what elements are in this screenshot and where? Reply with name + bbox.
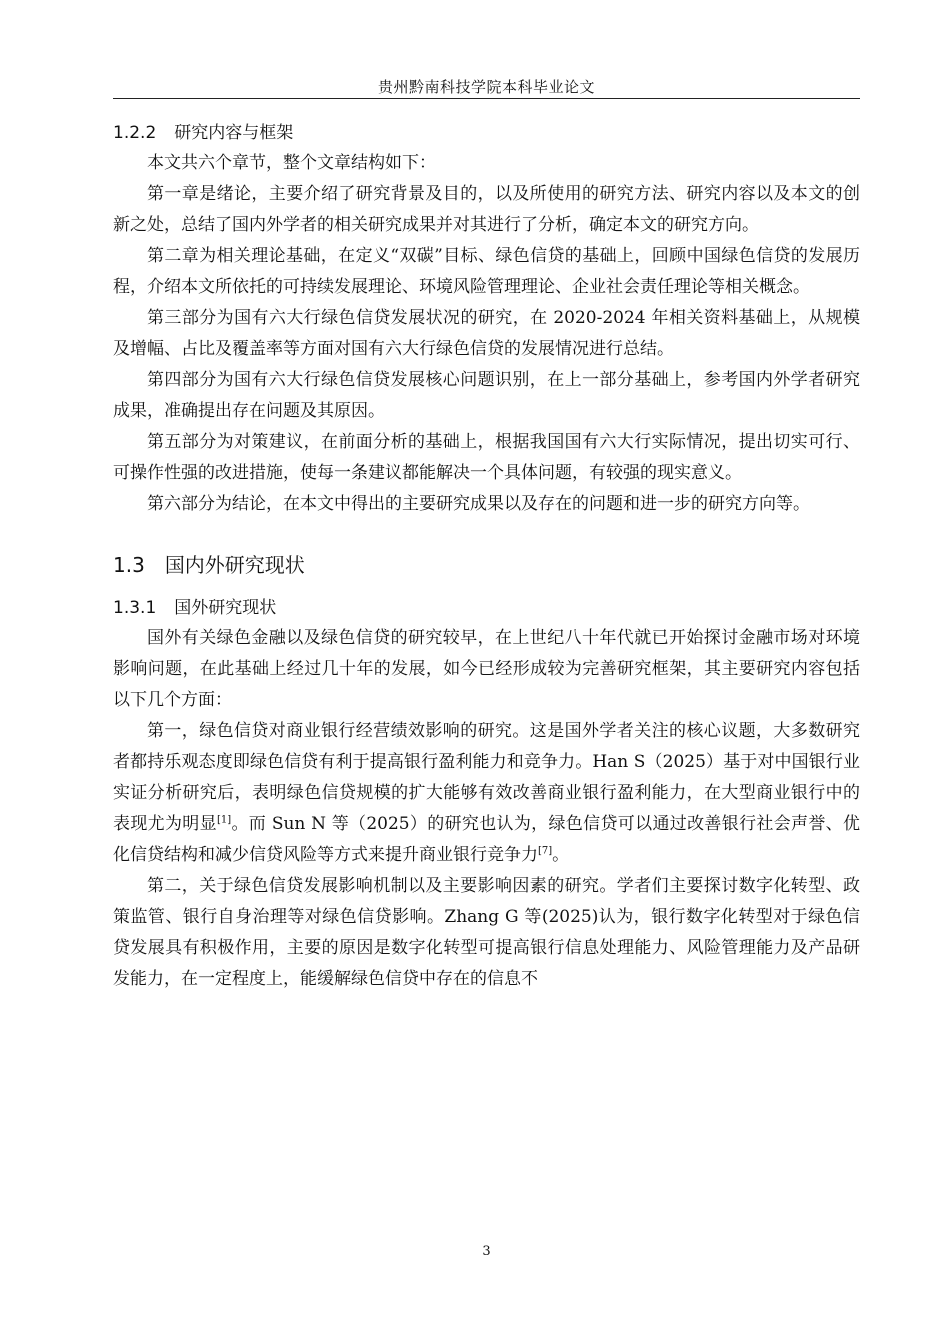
section-heading-1-2-2 bbox=[113, 118, 860, 148]
header-rule bbox=[113, 98, 860, 99]
running-header: 贵州黔南科技学院本科毕业论文 bbox=[377, 78, 595, 96]
section-title: 研究内容与框架 bbox=[174, 123, 294, 143]
paragraph: 第四部分为国有六大行绿色信贷发展核心问题识别，在上一部分基础上，参考国内外学者研究成果，准确提出存在问题及其原因。 bbox=[113, 370, 860, 421]
paragraph: 第二，关于绿色信贷发展影响机制以及主要影响因素的研究。学者们主要探讨数字化转型、政策监管、银行自身治理等对绿色信贷影响。Zhang G 等(2025)认为，银行数字化转型对于绿色信贷发展具有积极作用，主要的原因是数字化转型可提高银行信息处理能力、风险管理能力及产品研发能力，在一定程度上，能缓解绿色信贷中存在的信息不 bbox=[113, 876, 860, 989]
paragraph: 国外有关绿色金融以及绿色信贷的研究较早，在上世纪八十年代就已开始探讨金融市场对环境影响问题，在此基础上经过几十年的发展，如今已经形成较为完善研究框架，其主要研究内容包括以下几个方面： bbox=[113, 628, 860, 710]
citation[interactable]: [7] bbox=[538, 845, 553, 857]
paragraph: 第一章是绪论，主要介绍了研究背景及目的，以及所使用的研究方法、研究内容以及本文的创新之处，总结了国内外学者的相关研究成果并对其进行了分析，确定本文的研究方向。 bbox=[113, 184, 860, 235]
paragraph: 第六部分为结论，在本文中得出的主要研究成果以及存在的问题和进一步的研究方向等。 bbox=[147, 494, 810, 514]
section-title: 国外研究现状 bbox=[174, 598, 277, 618]
section-number: 1.3 bbox=[113, 553, 145, 577]
paragraph-text: 第一，绿色信贷对商业银行经营绩效影响的研究。这是国外学者关注的核心议题，大多数研究者都持乐观态度即绿色信贷有利于提高银行盈利能力和竞争力。Han S（2025）基于对中国银行业实证分析研究后，表明绿色信贷规模的扩大能够有效改善商业银行盈利能力，在大型商业银行中的表现尤为明显 bbox=[113, 721, 860, 834]
paragraph: 第三部分为国有六大行绿色信贷发展状况的研究，在 2020-2024 年相关资料基础上，从规模及增幅、占比及覆盖率等方面对国有六大行绿色信贷的发展情况进行总结。 bbox=[113, 308, 860, 359]
paragraph-text: 。 bbox=[552, 845, 570, 865]
page-number: 3 bbox=[482, 1244, 491, 1259]
section-title: 国内外研究现状 bbox=[164, 553, 305, 577]
citation[interactable]: [1] bbox=[216, 814, 232, 826]
section-number: 1.2.2 bbox=[113, 123, 157, 143]
section-heading-1-3-1 bbox=[113, 593, 860, 623]
paragraph-text: 。而 Sun N 等（2025）的研究也认为，绿色信贷可以通过改善银行社会声誉、优化信贷结构和减少信贷风险等方式来提升商业银行竞争力 bbox=[113, 814, 861, 865]
paragraph: 本文共六个章节，整个文章结构如下： bbox=[147, 153, 436, 173]
paragraph bbox=[113, 716, 860, 871]
page-body bbox=[113, 118, 860, 995]
section-number: 1.3.1 bbox=[113, 598, 157, 618]
paragraph: 第五部分为对策建议，在前面分析的基础上，根据我国国有六大行实际情况，提出切实可行、可操作性强的改进措施，使每一条建议都能解决一个具体问题，有较强的现实意义。 bbox=[113, 432, 860, 483]
paragraph: 第二章为相关理论基础，在定义“双碳”目标、绿色信贷的基础上，回顾中国绿色信贷的发展历程，介绍本文所依托的可持续发展理论、环境风险管理理论、企业社会责任理论等相关概念。 bbox=[113, 246, 860, 297]
section-heading-1-3 bbox=[113, 543, 860, 587]
